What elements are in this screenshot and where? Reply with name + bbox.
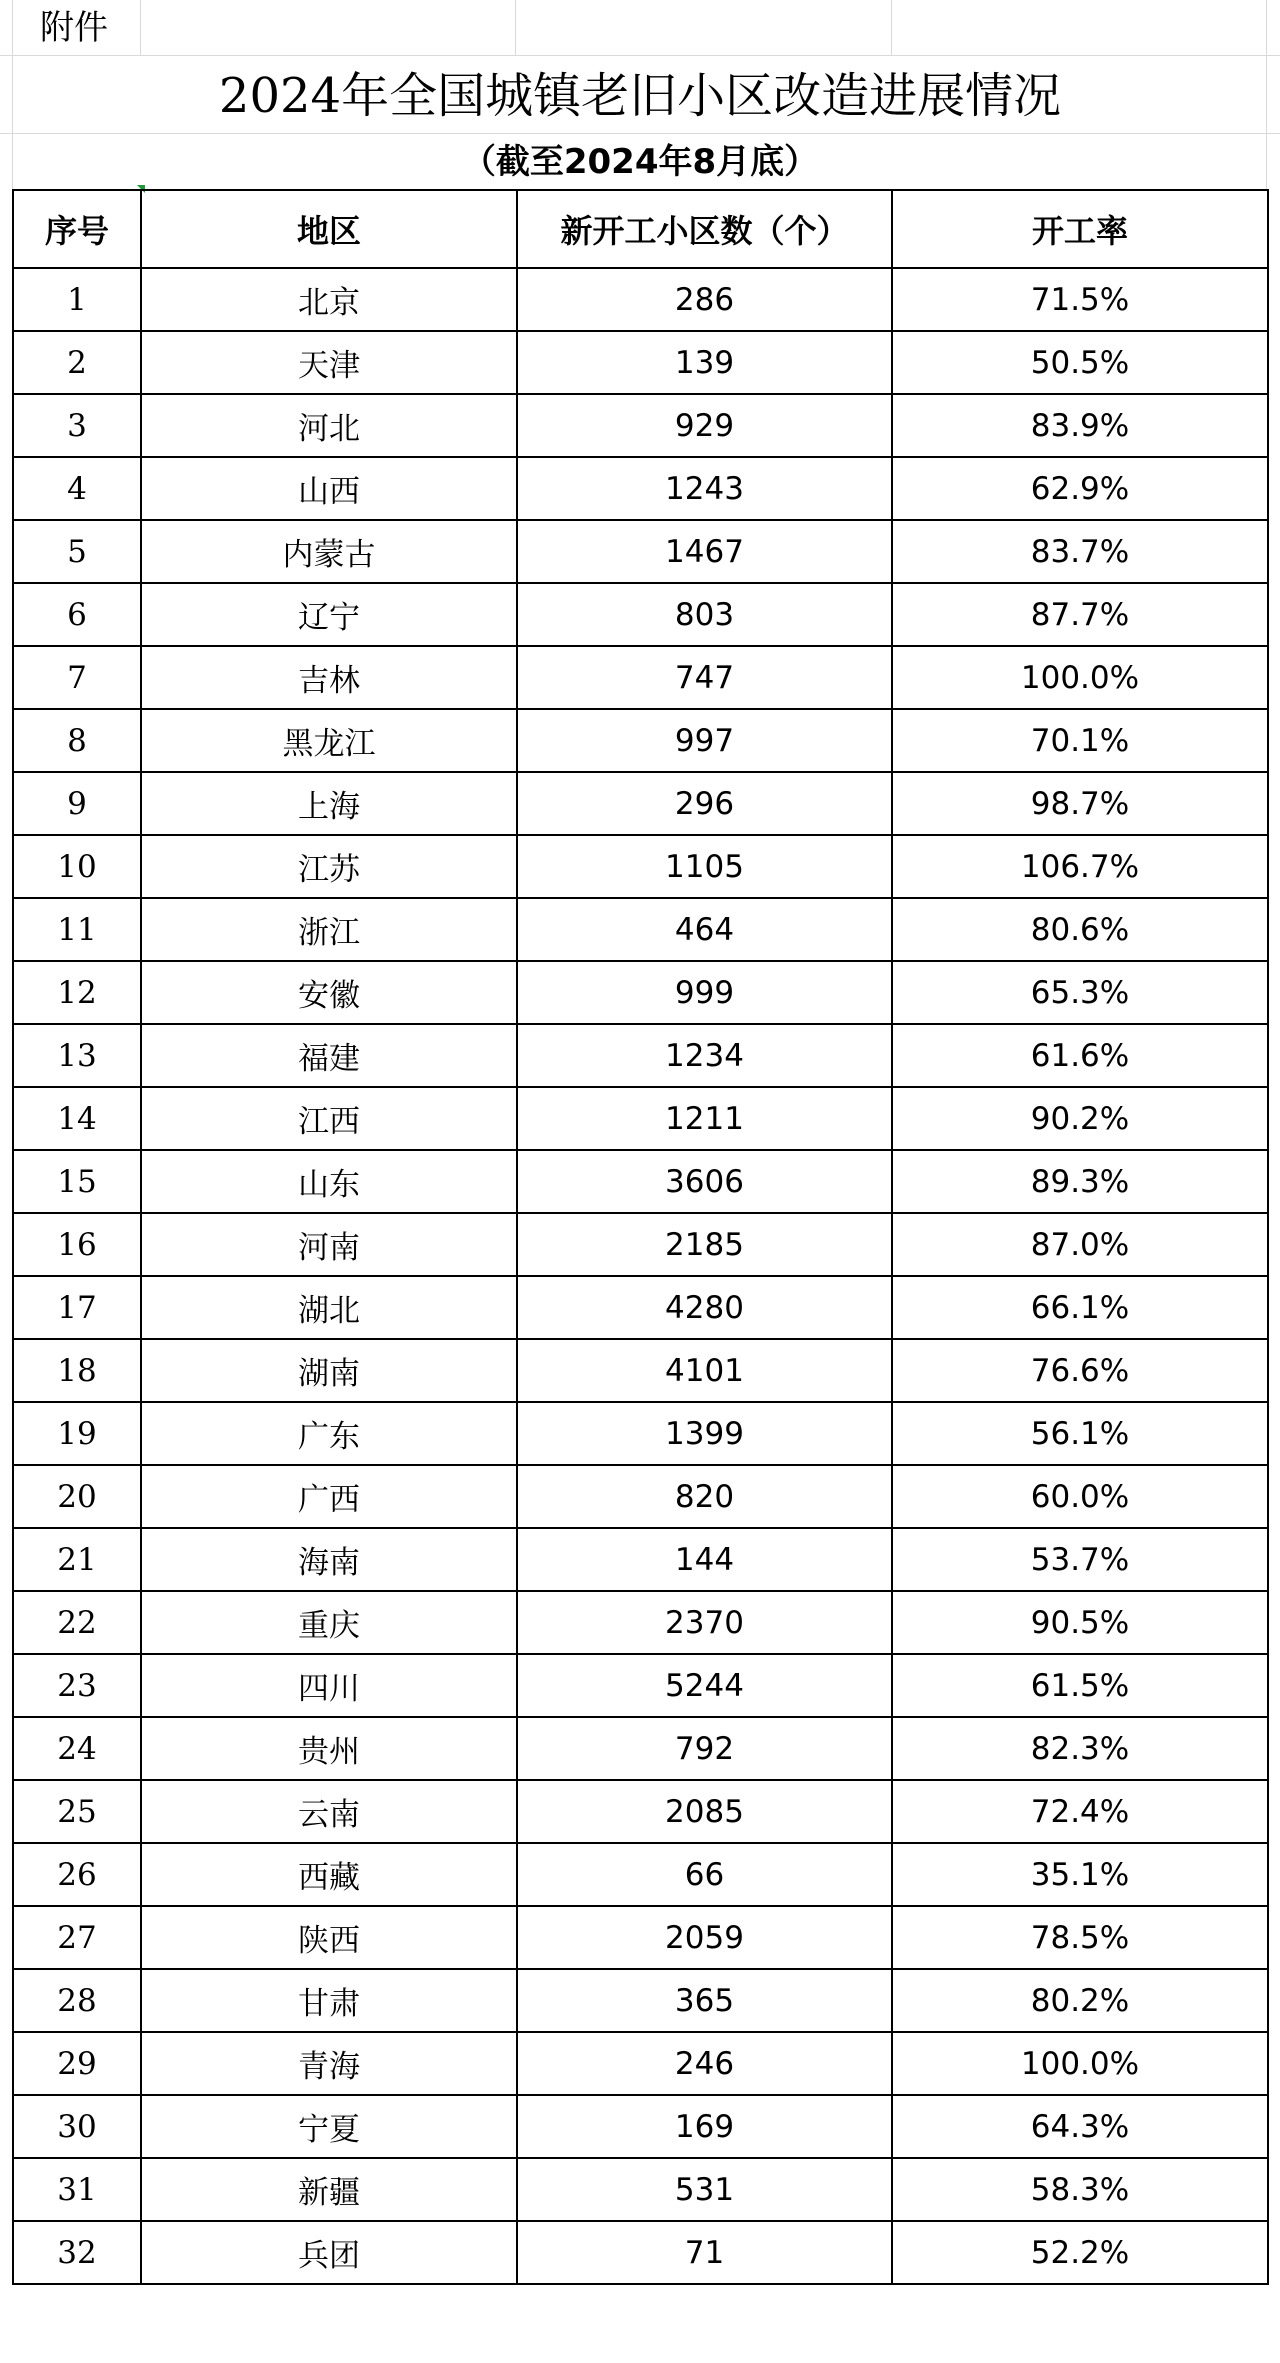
cell-seq[interactable]: 27 [13,1906,141,1969]
table-row [13,1528,1268,1591]
cell-region[interactable]: 安徽 [141,961,517,1024]
cell-seq[interactable]: 29 [13,2032,141,2095]
cell-region[interactable]: 福建 [141,1024,517,1087]
cell-region[interactable]: 湖南 [141,1339,517,1402]
cell-start-rate[interactable]: 71.5% [892,268,1268,331]
table-row [13,709,1268,772]
cell-new-count[interactable]: 66 [517,1843,892,1906]
cell-seq[interactable]: 1 [13,268,141,331]
cell-seq[interactable]: 3 [13,394,141,457]
page-subtitle: （截至2024年8月底） [461,142,819,182]
cell-new-count[interactable]: 3606 [517,1150,892,1213]
cell-region[interactable]: 贵州 [141,1717,517,1780]
cell-seq[interactable]: 5 [13,520,141,583]
cell-start-rate[interactable]: 82.3% [892,1717,1268,1780]
cell-new-count[interactable]: 997 [517,709,892,772]
cell-seq[interactable]: 32 [13,2221,141,2284]
cell-start-rate[interactable]: 35.1% [892,1843,1268,1906]
table-row [13,772,1268,835]
table-row [13,1402,1268,1465]
cell-new-count[interactable]: 365 [517,1969,892,2032]
cell-new-count[interactable]: 820 [517,1465,892,1528]
cell-region[interactable]: 内蒙古 [141,520,517,583]
table-row [13,268,1268,331]
table-row [13,2221,1268,2284]
cell-start-rate[interactable]: 56.1% [892,1402,1268,1465]
cell-region[interactable]: 海南 [141,1528,517,1591]
cell-start-rate[interactable]: 89.3% [892,1150,1268,1213]
cell-seq[interactable]: 25 [13,1780,141,1843]
cell-new-count[interactable]: 286 [517,268,892,331]
cell-region[interactable]: 吉林 [141,646,517,709]
cell-region[interactable]: 河北 [141,394,517,457]
cell-region[interactable]: 兵团 [141,2221,517,2284]
table-row [13,457,1268,520]
cell-start-rate[interactable]: 87.0% [892,1213,1268,1276]
cell-seq[interactable]: 17 [13,1276,141,1339]
cell-start-rate[interactable]: 98.7% [892,772,1268,835]
cell-seq[interactable]: 22 [13,1591,141,1654]
cell-seq[interactable]: 19 [13,1402,141,1465]
cell-new-count[interactable]: 1467 [517,520,892,583]
table-row [13,1717,1268,1780]
cell-seq[interactable]: 12 [13,961,141,1024]
cell-region[interactable]: 江西 [141,1087,517,1150]
cell-start-rate[interactable]: 50.5% [892,331,1268,394]
table-row [13,1213,1268,1276]
cell-seq[interactable]: 20 [13,1465,141,1528]
cell-start-rate[interactable]: 53.7% [892,1528,1268,1591]
table-row [13,961,1268,1024]
cell-seq[interactable]: 14 [13,1087,141,1150]
gridline [140,0,141,55]
cell-region[interactable]: 甘肃 [141,1969,517,2032]
cell-start-rate[interactable]: 65.3% [892,961,1268,1024]
table-header-row [13,190,1268,268]
cell-seq[interactable]: 9 [13,772,141,835]
cell-new-count[interactable]: 139 [517,331,892,394]
table-row [13,1843,1268,1906]
table-row [13,520,1268,583]
cell-new-count[interactable]: 1211 [517,1087,892,1150]
cell-new-count[interactable]: 747 [517,646,892,709]
table-row [13,898,1268,961]
subtitle-row[interactable] [0,134,1280,190]
cell-start-rate[interactable]: 90.2% [892,1087,1268,1150]
cell-seq[interactable]: 16 [13,1213,141,1276]
table-row [13,1654,1268,1717]
cell-start-rate[interactable]: 80.2% [892,1969,1268,2032]
cell-new-count[interactable]: 1234 [517,1024,892,1087]
cell-seq[interactable]: 15 [13,1150,141,1213]
cell-start-rate[interactable]: 106.7% [892,835,1268,898]
cell-start-rate[interactable]: 100.0% [892,2032,1268,2095]
column-header-rate[interactable]: 开工率 [892,190,1268,268]
cell-region[interactable]: 广东 [141,1402,517,1465]
table-row [13,394,1268,457]
cell-new-count[interactable]: 4101 [517,1339,892,1402]
cell-region[interactable]: 青海 [141,2032,517,2095]
cell-region[interactable]: 西藏 [141,1843,517,1906]
column-header-count[interactable]: 新开工小区数（个） [517,190,892,268]
cell-new-count[interactable]: 999 [517,961,892,1024]
cell-start-rate[interactable]: 87.7% [892,583,1268,646]
progress-table [12,189,1269,2285]
cell-new-count[interactable]: 792 [517,1717,892,1780]
cell-start-rate[interactable]: 61.5% [892,1654,1268,1717]
cell-start-rate[interactable]: 90.5% [892,1591,1268,1654]
cell-new-count[interactable]: 246 [517,2032,892,2095]
cell-new-count[interactable]: 2185 [517,1213,892,1276]
cell-start-rate[interactable]: 76.6% [892,1339,1268,1402]
table-row [13,2095,1268,2158]
cell-region[interactable]: 湖北 [141,1276,517,1339]
cell-region[interactable]: 辽宁 [141,583,517,646]
cell-region[interactable]: 四川 [141,1654,517,1717]
table-row [13,835,1268,898]
cell-new-count[interactable]: 169 [517,2095,892,2158]
table-row [13,1780,1268,1843]
table-body [13,268,1268,2284]
cell-start-rate[interactable]: 78.5% [892,1906,1268,1969]
cell-new-count[interactable]: 1399 [517,1402,892,1465]
cell-start-rate[interactable]: 62.9% [892,457,1268,520]
cell-new-count[interactable]: 71 [517,2221,892,2284]
cell-region[interactable]: 云南 [141,1780,517,1843]
cell-seq[interactable]: 24 [13,1717,141,1780]
cell-start-rate[interactable]: 52.2% [892,2221,1268,2284]
cell-seq[interactable]: 2 [13,331,141,394]
cell-seq[interactable]: 26 [13,1843,141,1906]
cell-seq[interactable]: 13 [13,1024,141,1087]
table-row [13,1906,1268,1969]
table-row [13,1465,1268,1528]
cell-start-rate[interactable]: 100.0% [892,646,1268,709]
cell-start-rate[interactable]: 72.4% [892,1780,1268,1843]
table-row [13,1276,1268,1339]
cell-start-rate[interactable]: 83.7% [892,520,1268,583]
column-header-seq[interactable]: 序号 [13,190,141,268]
cell-region[interactable]: 河南 [141,1213,517,1276]
cell-new-count[interactable]: 2059 [517,1906,892,1969]
cell-seq[interactable]: 4 [13,457,141,520]
table-row [13,1339,1268,1402]
cell-seq[interactable]: 7 [13,646,141,709]
cell-region[interactable]: 山东 [141,1150,517,1213]
cell-seq[interactable]: 30 [13,2095,141,2158]
table-row [13,1150,1268,1213]
cell-new-count[interactable]: 2085 [517,1780,892,1843]
cell-seq[interactable]: 23 [13,1654,141,1717]
table-row [13,1024,1268,1087]
cell-new-count[interactable]: 803 [517,583,892,646]
cell-start-rate[interactable]: 61.6% [892,1024,1268,1087]
cell-new-count[interactable]: 1105 [517,835,892,898]
cell-region[interactable]: 陕西 [141,1906,517,1969]
title-row[interactable] [0,56,1280,134]
attachment-label: 附件 [40,8,108,48]
cell-seq[interactable]: 6 [13,583,141,646]
cell-region[interactable]: 广西 [141,1465,517,1528]
cell-region[interactable]: 北京 [141,268,517,331]
cell-region[interactable]: 江苏 [141,835,517,898]
cell-new-count[interactable]: 2370 [517,1591,892,1654]
cell-new-count[interactable]: 144 [517,1528,892,1591]
cell-new-count[interactable]: 464 [517,898,892,961]
cell-start-rate[interactable]: 64.3% [892,2095,1268,2158]
cell-seq[interactable]: 21 [13,1528,141,1591]
cell-new-count[interactable]: 1243 [517,457,892,520]
cell-new-count[interactable]: 4280 [517,1276,892,1339]
table-row [13,1087,1268,1150]
attachment-row[interactable] [0,0,1280,56]
cell-seq[interactable]: 10 [13,835,141,898]
table-row [13,331,1268,394]
cell-start-rate[interactable]: 58.3% [892,2158,1268,2221]
table-row [13,646,1268,709]
cell-start-rate[interactable]: 60.0% [892,1465,1268,1528]
column-header-region[interactable]: 地区 [141,190,517,268]
cell-region[interactable]: 重庆 [141,1591,517,1654]
cell-seq[interactable]: 31 [13,2158,141,2221]
cell-region[interactable]: 黑龙江 [141,709,517,772]
cell-region[interactable]: 天津 [141,331,517,394]
table-row [13,583,1268,646]
table-row [13,2032,1268,2095]
cell-start-rate[interactable]: 80.6% [892,898,1268,961]
cell-region[interactable]: 新疆 [141,2158,517,2221]
table-row [13,1969,1268,2032]
cell-seq[interactable]: 8 [13,709,141,772]
cell-seq[interactable]: 18 [13,1339,141,1402]
page-title: 2024年全国城镇老旧小区改造进展情况 [218,68,1062,124]
cell-new-count[interactable]: 929 [517,394,892,457]
cell-region[interactable]: 浙江 [141,898,517,961]
cell-region[interactable]: 山西 [141,457,517,520]
cell-region[interactable]: 宁夏 [141,2095,517,2158]
cell-new-count[interactable]: 296 [517,772,892,835]
cell-start-rate[interactable]: 83.9% [892,394,1268,457]
cell-seq[interactable]: 11 [13,898,141,961]
cell-start-rate[interactable]: 70.1% [892,709,1268,772]
table-row [13,1591,1268,1654]
gridline [891,0,892,55]
cell-new-count[interactable]: 531 [517,2158,892,2221]
cell-region[interactable]: 上海 [141,772,517,835]
cell-seq[interactable]: 28 [13,1969,141,2032]
gridline [515,0,516,55]
cell-start-rate[interactable]: 66.1% [892,1276,1268,1339]
table-row [13,2158,1268,2221]
cell-new-count[interactable]: 5244 [517,1654,892,1717]
